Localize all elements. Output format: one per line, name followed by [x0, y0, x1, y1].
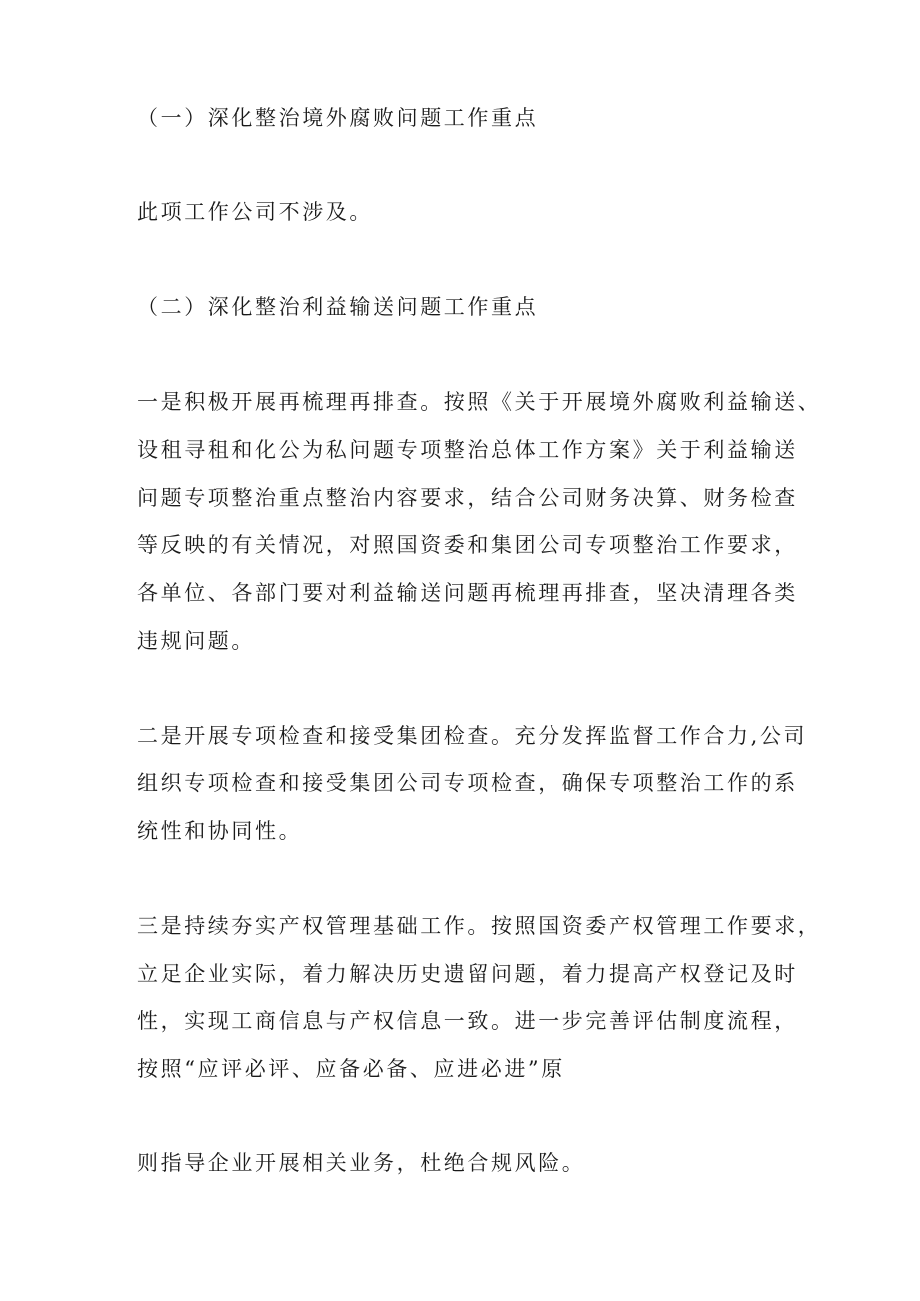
paragraph-line: 等反映的有关情况，对照国资委和集团公司专项整治工作要求， — [137, 533, 798, 557]
paragraph-line: 一是积极开展再梳理再排查。按照《关于开展境外腐败利益输送、 — [137, 390, 822, 414]
paragraph-line: 立足企业实际，着力解决历史遗留问题，着力提高产权登记及时 — [137, 962, 798, 986]
paragraph-line: 统性和协同性。 — [137, 819, 303, 843]
paragraph-line: 组织专项检查和接受集团公司专项检查，确保专项整治工作的系 — [137, 771, 798, 795]
paragraph-4: 则指导企业开展相关业务，杜绝合规风险。 — [137, 1151, 586, 1175]
paragraph-line: 设租寻租和化公为私问题专项整治总体工作方案》关于利益输送 — [137, 438, 798, 462]
paragraph-line: 性，实现工商信息与产权信息一致。进一步完善评估制度流程， — [137, 1009, 798, 1033]
paragraph-line: 各单位、各部门要对利益输送问题再梳理再排查，坚决清理各类 — [137, 581, 798, 605]
paragraph-line: 三是持续夯实产权管理基础工作。按照国资委产权管理工作要求， — [137, 914, 822, 938]
section-1-body: 此项工作公司不涉及。 — [137, 200, 373, 224]
paragraph-line: 违规问题。 — [137, 629, 255, 653]
section-2-heading: （二）深化整治利益输送问题工作重点 — [137, 295, 539, 319]
paragraph-line: 二是开展专项检查和接受集团检查。充分发挥监督工作合力,公司 — [137, 724, 808, 748]
section-1-heading: （一）深化整治境外腐败问题工作重点 — [137, 106, 539, 130]
paragraph-line: 按照“应评必评、应备必备、应进必进”原 — [137, 1057, 565, 1081]
paragraph-line: 问题专项整治重点整治内容要求，结合公司财务决算、财务检查 — [137, 486, 798, 510]
